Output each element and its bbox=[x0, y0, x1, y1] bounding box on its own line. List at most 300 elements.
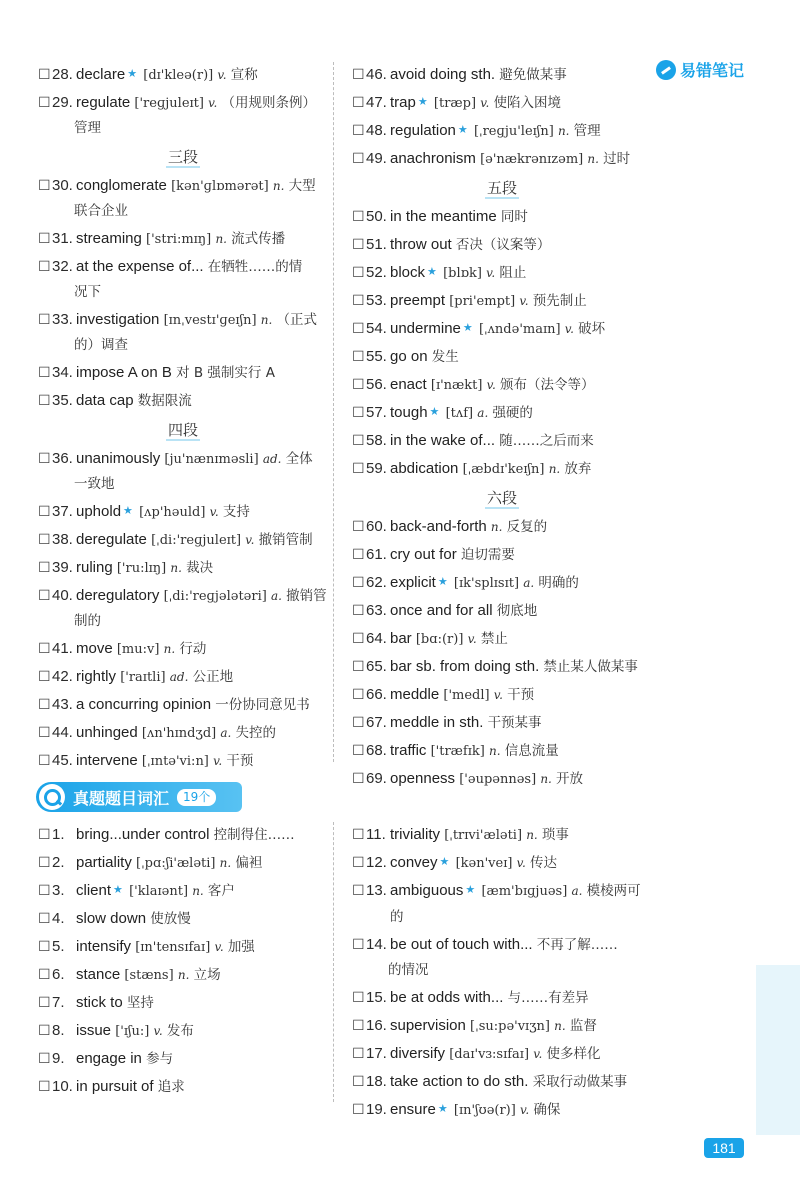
star-icon: ★ bbox=[127, 68, 138, 80]
entry-word: regulation bbox=[390, 122, 456, 139]
entry-word: ensure bbox=[390, 1101, 436, 1118]
entry-meaning: 发生 bbox=[431, 349, 459, 365]
entry-number: 9. bbox=[52, 1050, 65, 1067]
entry-word: declare bbox=[76, 66, 126, 83]
entry-part-of-speech: a. bbox=[270, 589, 282, 603]
entry-number: 10. bbox=[52, 1078, 73, 1095]
entry-phonetic: ['træfɪk] bbox=[430, 744, 485, 759]
entry-word: streaming bbox=[76, 230, 142, 247]
entry-phonetic: [ˌæbdɪ'keɪʃn] bbox=[462, 462, 545, 477]
vocab-entry bbox=[38, 446, 328, 497]
entry-word: meddle in sth. bbox=[390, 714, 484, 731]
entry-word: unanimously bbox=[76, 450, 161, 467]
entry-meaning: （用规则条例） bbox=[221, 95, 316, 111]
section1-right-column bbox=[352, 62, 652, 794]
entry-meaning: 追求 bbox=[157, 1079, 185, 1095]
vocab-entry bbox=[352, 570, 652, 596]
entry-part-of-speech: a. bbox=[477, 406, 489, 420]
entry-phonetic: [tʌf] bbox=[445, 406, 474, 421]
entry-meaning: 一份协同意见书 bbox=[215, 697, 310, 713]
entry-meaning-continued: 的）调查 bbox=[74, 337, 128, 353]
entry-meaning-continued: 联合企业 bbox=[74, 203, 128, 219]
entry-phonetic: [mu:v] bbox=[116, 642, 160, 657]
entry-word: avoid doing sth. bbox=[390, 66, 496, 83]
checkbox-icon: ☐ bbox=[352, 94, 365, 110]
entry-word: at the expense of... bbox=[76, 258, 204, 275]
entry-number: 63. bbox=[366, 602, 387, 619]
entry-meaning: 支持 bbox=[222, 504, 250, 520]
entry-number: 17. bbox=[366, 1045, 387, 1062]
entry-number: 52. bbox=[366, 264, 387, 281]
vocab-entry bbox=[352, 850, 652, 876]
entry-word: anachronism bbox=[390, 150, 476, 167]
entry-number: 60. bbox=[366, 518, 387, 535]
vocab-entry bbox=[38, 527, 328, 553]
entry-number: 56. bbox=[366, 376, 387, 393]
entry-number: 33. bbox=[52, 311, 73, 328]
star-icon: ★ bbox=[429, 406, 440, 418]
entry-phonetic: [kən'ɡlɒmərət] bbox=[171, 179, 269, 194]
entry-word: throw out bbox=[390, 236, 452, 253]
entry-number: 15. bbox=[366, 989, 387, 1006]
entry-part-of-speech: v. bbox=[245, 533, 255, 547]
entry-meaning: 采取行动做某事 bbox=[532, 1074, 628, 1090]
vocab-entry bbox=[352, 316, 652, 342]
entry-number: 62. bbox=[366, 574, 387, 591]
vocab-entry bbox=[38, 1046, 328, 1072]
vocab-entry bbox=[38, 962, 328, 988]
entry-meaning: 坚持 bbox=[126, 995, 154, 1011]
paragraph-heading-text: 四段 bbox=[167, 421, 198, 439]
section2-left-column bbox=[38, 822, 328, 1102]
entry-number: 50. bbox=[366, 208, 387, 225]
vocab-entry bbox=[38, 254, 328, 305]
entry-meaning: 大型 bbox=[288, 178, 316, 194]
entry-phonetic: ['əupənnəs] bbox=[459, 772, 537, 787]
entry-phonetic: ['ɪʃu:] bbox=[115, 1024, 150, 1039]
entry-meaning: 偏袒 bbox=[235, 855, 263, 871]
entry-word: rightly bbox=[76, 668, 117, 685]
checkbox-icon: ☐ bbox=[38, 752, 51, 768]
entry-word: traffic bbox=[390, 742, 427, 759]
entry-number: 61. bbox=[366, 546, 387, 563]
entry-number: 53. bbox=[366, 292, 387, 309]
checkbox-icon: ☐ bbox=[352, 292, 365, 308]
exam-vocab-banner bbox=[36, 782, 242, 812]
entry-part-of-speech: v. bbox=[519, 294, 529, 308]
entry-number: 55. bbox=[366, 348, 387, 365]
entry-number: 11. bbox=[366, 826, 386, 843]
entry-word: regulate bbox=[76, 94, 131, 111]
entry-word: cry out for bbox=[390, 546, 457, 563]
checkbox-icon: ☐ bbox=[38, 559, 51, 575]
entry-number: 7. bbox=[52, 994, 65, 1011]
paragraph-heading bbox=[352, 486, 652, 510]
entry-meaning: 放弃 bbox=[564, 461, 592, 477]
vocab-entry bbox=[352, 514, 652, 540]
entry-meaning: 失控的 bbox=[235, 725, 277, 741]
column-divider bbox=[333, 822, 334, 1102]
vocab-entry bbox=[352, 456, 652, 482]
vocab-entry bbox=[38, 878, 328, 904]
entry-word: openness bbox=[390, 770, 456, 787]
entry-phonetic: [ɪ'nækt] bbox=[430, 378, 483, 393]
star-icon: ★ bbox=[437, 576, 448, 588]
checkbox-icon: ☐ bbox=[352, 714, 365, 730]
checkbox-icon: ☐ bbox=[38, 910, 51, 926]
entry-meaning: 公正地 bbox=[192, 669, 234, 685]
checkbox-icon: ☐ bbox=[352, 658, 365, 674]
entry-phonetic: ['reɡjuleɪt] bbox=[134, 96, 204, 111]
vocab-entry bbox=[352, 90, 652, 116]
checkbox-icon: ☐ bbox=[352, 630, 365, 646]
vocab-entry bbox=[352, 598, 652, 624]
entry-meaning: 发布 bbox=[166, 1023, 194, 1039]
entry-part-of-speech: v. bbox=[213, 754, 223, 768]
entry-number: 5. bbox=[52, 938, 65, 955]
checkbox-icon: ☐ bbox=[352, 376, 365, 392]
checkbox-icon: ☐ bbox=[38, 882, 51, 898]
entry-part-of-speech: n. bbox=[587, 152, 599, 166]
entry-word: triviality bbox=[390, 826, 441, 843]
entry-word: a concurring opinion bbox=[76, 696, 212, 713]
vocab-entry bbox=[38, 720, 328, 746]
vocab-entry bbox=[352, 985, 652, 1011]
entry-phonetic: [ʌp'həuld] bbox=[139, 505, 206, 520]
entry-number: 28. bbox=[52, 66, 73, 83]
entry-word: trap bbox=[390, 94, 416, 111]
entry-word: bring...under control bbox=[76, 826, 210, 843]
vocab-entry bbox=[352, 146, 652, 172]
entry-part-of-speech: v. bbox=[208, 96, 218, 110]
vocab-entry bbox=[352, 932, 652, 983]
entry-phonetic: [bɑ:(r)] bbox=[415, 632, 464, 647]
checkbox-icon: ☐ bbox=[38, 826, 51, 842]
entry-part-of-speech: a. bbox=[523, 576, 535, 590]
checkbox-icon: ☐ bbox=[352, 66, 365, 82]
entry-meaning-continued: 的情况 bbox=[388, 962, 429, 978]
checkbox-icon: ☐ bbox=[38, 66, 51, 82]
entry-word: engage in bbox=[76, 1050, 142, 1067]
entry-meaning: 干预某事 bbox=[487, 715, 542, 731]
vocab-entry bbox=[352, 654, 652, 680]
section2-right-column bbox=[352, 822, 652, 1125]
entry-meaning: 强硬的 bbox=[492, 405, 533, 421]
star-icon: ★ bbox=[437, 1103, 448, 1115]
banner-title: 真题题目词汇 bbox=[73, 788, 170, 808]
vocab-entry bbox=[38, 360, 328, 386]
entry-word: block bbox=[390, 264, 426, 281]
entry-word: back-and-forth bbox=[390, 518, 487, 535]
checkbox-icon: ☐ bbox=[38, 854, 51, 870]
entry-meaning: 裁决 bbox=[186, 560, 214, 576]
entry-meaning: 随……之后而来 bbox=[499, 433, 594, 449]
entry-phonetic: ['medl] bbox=[443, 688, 490, 703]
entry-number: 36. bbox=[52, 450, 73, 467]
entry-part-of-speech: n. bbox=[215, 232, 227, 246]
entry-number: 18. bbox=[366, 1073, 387, 1090]
entry-part-of-speech: n. bbox=[488, 744, 501, 758]
entry-number: 12. bbox=[366, 854, 387, 871]
entry-meaning: 反复的 bbox=[506, 519, 548, 535]
vocab-entry bbox=[38, 822, 328, 848]
checkbox-icon: ☐ bbox=[38, 177, 51, 193]
entry-number: 34. bbox=[52, 364, 73, 381]
entry-number: 38. bbox=[52, 531, 73, 548]
checkbox-icon: ☐ bbox=[38, 938, 51, 954]
entry-word: be at odds with... bbox=[390, 989, 504, 1006]
entry-word: deregulatory bbox=[76, 587, 160, 604]
entry-meaning: 传达 bbox=[529, 855, 557, 871]
entry-meaning: 明确的 bbox=[538, 575, 579, 591]
search-icon bbox=[39, 784, 65, 810]
checkbox-icon: ☐ bbox=[352, 208, 365, 224]
star-icon: ★ bbox=[113, 884, 123, 896]
entry-part-of-speech: n. bbox=[177, 968, 190, 982]
entry-meaning: 避免做某事 bbox=[499, 67, 567, 83]
star-icon: ★ bbox=[439, 856, 450, 868]
vocab-entry bbox=[352, 372, 652, 398]
entry-meaning: 加强 bbox=[227, 939, 255, 955]
entry-phonetic: [pri'empt] bbox=[449, 294, 516, 309]
entry-word: partiality bbox=[76, 854, 132, 871]
checkbox-icon: ☐ bbox=[352, 936, 365, 952]
checkbox-icon: ☐ bbox=[352, 150, 365, 166]
checkbox-icon: ☐ bbox=[352, 742, 365, 758]
entry-word: slow down bbox=[76, 910, 147, 927]
entry-number: 51. bbox=[366, 236, 387, 253]
entry-part-of-speech: v. bbox=[209, 505, 219, 519]
entry-meaning: 破坏 bbox=[578, 321, 606, 337]
entry-part-of-speech: n. bbox=[170, 561, 182, 575]
entry-meaning: 阻止 bbox=[499, 265, 527, 281]
vocab-entry bbox=[38, 664, 328, 690]
entry-word: once and for all bbox=[390, 602, 493, 619]
vocab-entry bbox=[352, 1041, 652, 1067]
entry-phonetic: [dɪ'kleə(r)] bbox=[143, 68, 214, 83]
side-decoration bbox=[756, 965, 800, 1135]
checkbox-icon: ☐ bbox=[352, 1045, 365, 1061]
entry-meaning: 禁止 bbox=[480, 631, 508, 647]
entry-word: intervene bbox=[76, 752, 138, 769]
entry-number: 43. bbox=[52, 696, 73, 713]
entry-meaning: 控制得住…… bbox=[213, 827, 295, 843]
entry-word: go on bbox=[390, 348, 428, 365]
entry-number: 59. bbox=[366, 460, 387, 477]
vocab-entry bbox=[38, 692, 328, 718]
entry-part-of-speech: n. bbox=[219, 856, 232, 870]
vocab-entry bbox=[38, 555, 328, 581]
entry-part-of-speech: n. bbox=[557, 124, 570, 138]
entry-meaning: 琐事 bbox=[541, 827, 569, 843]
checkbox-icon: ☐ bbox=[38, 724, 51, 740]
entry-meaning: 过时 bbox=[603, 151, 631, 167]
entry-number: 8. bbox=[52, 1022, 65, 1039]
entry-phonetic: [kən'veɪ] bbox=[455, 856, 513, 871]
entry-phonetic: [ɪn'tensɪfaɪ] bbox=[135, 940, 211, 955]
entry-meaning: 在牺牲……的情 bbox=[207, 259, 303, 275]
entry-phonetic: ['raɪtli] bbox=[120, 670, 166, 685]
vocab-entry bbox=[352, 260, 652, 286]
entry-part-of-speech: n. bbox=[272, 179, 285, 193]
entry-word: bar sb. from doing sth. bbox=[390, 658, 540, 675]
entry-part-of-speech: v. bbox=[467, 632, 477, 646]
entry-number: 2. bbox=[52, 854, 65, 871]
entry-meaning: 开放 bbox=[556, 771, 584, 787]
entry-part-of-speech: n. bbox=[163, 642, 176, 656]
entry-meaning-continued: 管理 bbox=[74, 120, 101, 136]
checkbox-icon: ☐ bbox=[38, 230, 51, 246]
checkbox-icon: ☐ bbox=[38, 1022, 51, 1038]
entry-part-of-speech: v. bbox=[516, 856, 526, 870]
entry-phonetic: [ɪn'ʃʊə(r)] bbox=[453, 1103, 516, 1118]
entry-part-of-speech: v. bbox=[153, 1024, 163, 1038]
entry-number: 47. bbox=[366, 94, 387, 111]
vocab-entry bbox=[38, 748, 328, 774]
entry-meaning: 管理 bbox=[573, 123, 601, 139]
star-icon: ★ bbox=[123, 505, 133, 517]
entry-part-of-speech: v. bbox=[564, 322, 574, 336]
checkbox-icon: ☐ bbox=[38, 696, 51, 712]
checkbox-icon: ☐ bbox=[352, 826, 365, 842]
entry-word: data cap bbox=[76, 392, 134, 409]
vocab-entry bbox=[352, 1097, 652, 1123]
entry-phonetic: [ju'nænɪməsli] bbox=[164, 452, 259, 467]
checkbox-icon: ☐ bbox=[352, 320, 365, 336]
entry-part-of-speech: a. bbox=[571, 884, 583, 898]
entry-word: take action to do sth. bbox=[390, 1073, 529, 1090]
checkbox-icon: ☐ bbox=[38, 1050, 51, 1066]
entry-number: 42. bbox=[52, 668, 73, 685]
entry-phonetic: [ə'nækrənɪzəm] bbox=[480, 152, 584, 167]
entry-meaning: 对 B 强制实行 A bbox=[176, 365, 275, 381]
checkbox-icon: ☐ bbox=[352, 264, 365, 280]
checkbox-icon: ☐ bbox=[38, 450, 51, 466]
entry-number: 40. bbox=[52, 587, 73, 604]
checkbox-icon: ☐ bbox=[38, 966, 51, 982]
checkbox-icon: ☐ bbox=[352, 432, 365, 448]
entry-word: in the meantime bbox=[390, 208, 497, 225]
vocab-entry bbox=[352, 1013, 652, 1039]
vocab-entry bbox=[38, 1074, 328, 1100]
vocab-entry bbox=[352, 878, 652, 930]
entry-number: 29. bbox=[52, 94, 73, 111]
checkbox-icon: ☐ bbox=[352, 1101, 365, 1117]
checkbox-icon: ☐ bbox=[352, 404, 365, 420]
entry-number: 48. bbox=[366, 122, 387, 139]
entry-phonetic: [træp] bbox=[433, 96, 477, 111]
entry-phonetic: [ˌpɑ:ʃi'æləti] bbox=[136, 856, 216, 871]
entry-part-of-speech: n. bbox=[554, 1019, 566, 1033]
vocab-entry bbox=[38, 906, 328, 932]
entry-number: 66. bbox=[366, 686, 387, 703]
entry-word: investigation bbox=[76, 311, 160, 328]
checkbox-icon: ☐ bbox=[352, 546, 365, 562]
entry-part-of-speech: n. bbox=[540, 772, 552, 786]
star-icon: ★ bbox=[457, 124, 468, 136]
entry-number: 64. bbox=[366, 630, 387, 647]
checkbox-icon: ☐ bbox=[38, 587, 51, 603]
paragraph-heading bbox=[38, 145, 328, 169]
paragraph-heading-text: 六段 bbox=[486, 489, 517, 507]
entry-part-of-speech: v. bbox=[493, 688, 503, 702]
checkbox-icon: ☐ bbox=[352, 686, 365, 702]
checkbox-icon: ☐ bbox=[352, 1017, 365, 1033]
entry-part-of-speech: n. bbox=[490, 520, 503, 534]
vocab-entry bbox=[38, 307, 328, 358]
checkbox-icon: ☐ bbox=[352, 1073, 365, 1089]
entry-phonetic: ['ru:lɪŋ] bbox=[116, 561, 167, 576]
entry-meaning: 颁布（法令等） bbox=[499, 377, 595, 393]
vocab-entry bbox=[352, 766, 652, 792]
entry-phonetic: [daɪ'vɜ:sɪfaɪ] bbox=[449, 1047, 530, 1062]
entry-number: 67. bbox=[366, 714, 387, 731]
entry-word: supervision bbox=[390, 1017, 466, 1034]
entry-meaning: 彻底地 bbox=[496, 603, 538, 619]
entry-number: 58. bbox=[366, 432, 387, 449]
entry-meaning: 确保 bbox=[533, 1102, 561, 1118]
page-number: 181 bbox=[704, 1138, 744, 1158]
entry-word: explicit bbox=[390, 574, 436, 591]
entry-phonetic: [ˌdi:'reɡjələtəri] bbox=[163, 589, 267, 604]
checkbox-icon: ☐ bbox=[352, 989, 365, 1005]
entry-part-of-speech: v. bbox=[480, 96, 490, 110]
checkbox-icon: ☐ bbox=[352, 348, 365, 364]
entry-part-of-speech: v. bbox=[217, 68, 227, 82]
entry-meaning: 客户 bbox=[207, 883, 235, 899]
entry-phonetic: ['klaɪənt] bbox=[129, 884, 189, 899]
checkbox-icon: ☐ bbox=[352, 460, 365, 476]
vocab-entry bbox=[352, 710, 652, 736]
entry-meaning: 使陷入困境 bbox=[493, 95, 562, 111]
entry-number: 3. bbox=[52, 882, 65, 899]
column-divider bbox=[333, 62, 334, 762]
entry-meaning-continued: 制的 bbox=[74, 613, 101, 629]
brand-logo bbox=[656, 58, 744, 81]
vocab-entry bbox=[352, 1069, 652, 1095]
entry-number: 6. bbox=[52, 966, 65, 983]
entry-word: convey bbox=[390, 854, 438, 871]
entry-number: 45. bbox=[52, 752, 73, 769]
entry-word: abdication bbox=[390, 460, 459, 477]
entry-number: 41. bbox=[52, 640, 73, 657]
entry-phonetic: [ɪnˌvestɪ'ɡeɪʃn] bbox=[163, 313, 257, 328]
entry-meaning: 同时 bbox=[500, 209, 528, 225]
checkbox-icon: ☐ bbox=[38, 503, 51, 519]
checkbox-icon: ☐ bbox=[38, 94, 51, 110]
entry-word: ruling bbox=[76, 559, 113, 576]
entry-word: ambiguous bbox=[390, 882, 464, 899]
vocab-entry bbox=[352, 738, 652, 764]
vocab-entry bbox=[352, 400, 652, 426]
entry-meaning-continued: 况下 bbox=[74, 284, 101, 300]
vocab-entry bbox=[38, 583, 328, 634]
vocab-entry bbox=[352, 204, 652, 230]
checkbox-icon: ☐ bbox=[352, 882, 365, 898]
entry-meaning: 模棱两可的 bbox=[390, 883, 641, 925]
entry-word: stick to bbox=[76, 994, 123, 1011]
entry-phonetic: [ɪk'splɪsɪt] bbox=[453, 576, 520, 591]
entry-meaning: 干预 bbox=[226, 753, 254, 769]
vocab-entry bbox=[352, 344, 652, 370]
entry-meaning: 立场 bbox=[193, 967, 221, 983]
entry-word: bar bbox=[390, 630, 412, 647]
entry-phonetic: [ˌtrɪvi'æləti] bbox=[444, 828, 523, 843]
entry-word: move bbox=[76, 640, 113, 657]
entry-part-of-speech: ad. bbox=[169, 670, 189, 684]
entry-meaning: 预先制止 bbox=[532, 293, 587, 309]
entry-meaning: 宣称 bbox=[230, 67, 258, 83]
